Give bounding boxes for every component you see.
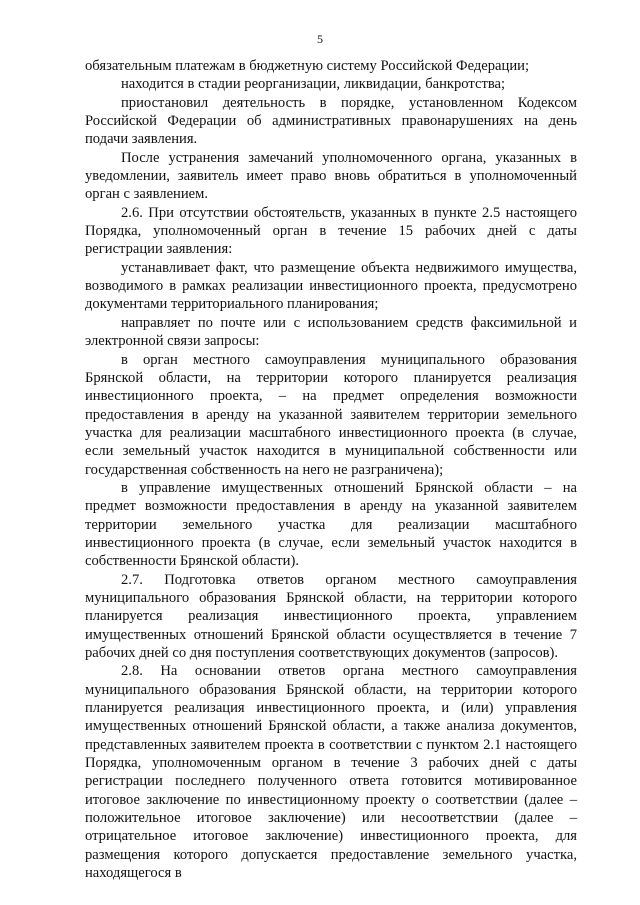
paragraph: После устранения замечаний уполномоченного органа, указанных в уведомлении, заявитель имеет право вновь обратиться в уполномоченный орган с заявлением.	[85, 149, 577, 203]
paragraph: 2.6. При отсутствии обстоятельств, указанных в пункте 2.5 настоящего Порядка, уполномоченный орган в течение 15 рабочих дней с даты регистрации заявления:	[85, 204, 577, 258]
paragraph: приостановил деятельность в порядке, установленном Кодексом Российской Федерации об административных правонарушениях на день подачи заявления.	[85, 94, 577, 148]
paragraph: устанавливает факт, что размещение объекта недвижимого имущества, возводимого в рамках реализации инвестиционного проекта, предусмотрено документами территориального планирования;	[85, 259, 577, 313]
paragraph: 2.7. Подготовка ответов органом местного самоуправления муниципального образования Брянской области, на территории которого планируется реализация инвестиционного проекта, управлением имущественных отношений Брянской области осуществляется в течение 7 рабочих дней со дня поступления соответствующих документов (запросов).	[85, 571, 577, 661]
page-number: 5	[317, 32, 323, 46]
paragraph: находится в стадии реорганизации, ликвидации, банкротства;	[121, 76, 506, 93]
paragraph: в орган местного самоуправления муниципального образования Брянской области, на территории которого планируется реализация инвестиционного проекта, – на предмет определения возможности предоставления в аренду на указанной заявителем территории земельного участка для реализации масштабного инвестиционного проекта (в случае, если земельный участок находится в муниципальной собственности или государственная собственность на него не разграничена);	[85, 351, 577, 478]
paragraph: 2.8. На основании ответов органа местного самоуправления муниципального образования Брянской области, на территории которого планируется реализация инвестиционного проекта, и (или) управления имущественных отношений Брянской области, а также анализа документов, представленных заявителем проекта в соответствии с пунктом 2.1 настоящего Порядка, уполномоченным органом в течение 3 рабочих дней с даты регистрации последнего полученного ответа готовится мотивированное итоговое заключение по инвестиционному проекту о соответствии (далее – положительное итоговое заключение) или несоответствии (далее – отрицательное итоговое заключение) инвестиционного проекта, для размещения которого допускается предоставление земельного участка, находящегося в	[85, 663, 577, 882]
document-body	[85, 57, 577, 882]
paragraph: в управление имущественных отношений Брянской области – на предмет возможности предоставления в аренду на указанной заявителем территории земельного участка для реализации масштабного инвестиционного проекта (в случае, если земельный участок находится в собственности Брянской области).	[85, 479, 577, 570]
paragraph: обязательным платежам в бюджетную систему Российской Федерации;	[85, 58, 530, 74]
paragraph: направляет по почте или с использованием средств факсимильной и электронной связи запросы:	[85, 314, 577, 350]
